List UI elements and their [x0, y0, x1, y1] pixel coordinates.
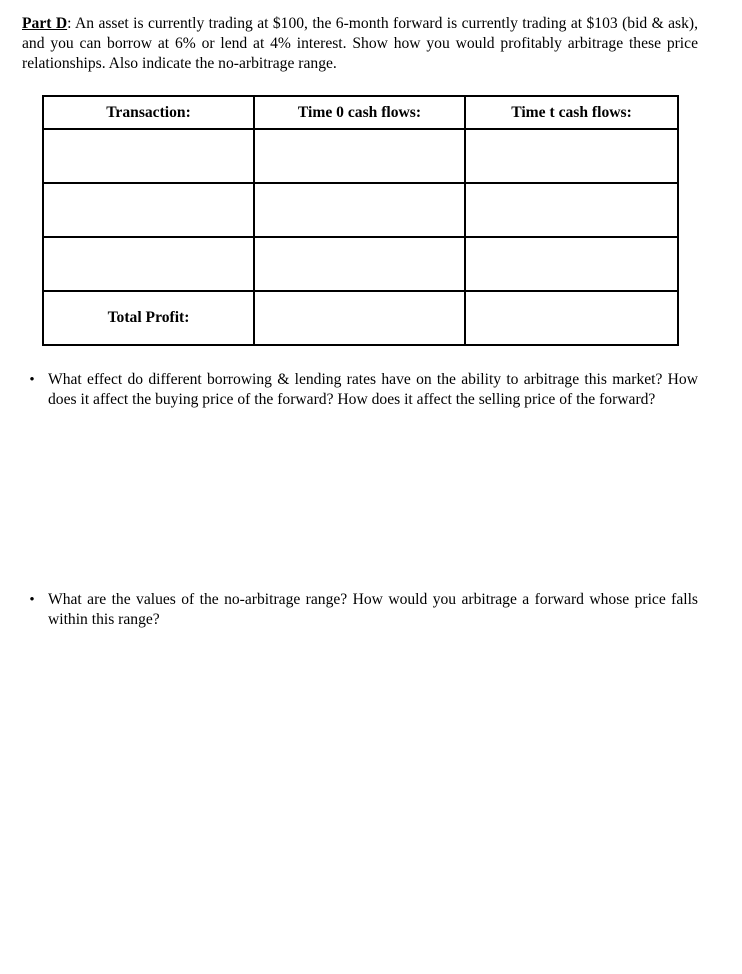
total-profit-label: Total Profit: [43, 291, 254, 345]
time-0-cell[interactable] [254, 129, 465, 183]
question-1 [22, 370, 698, 410]
transaction-cell[interactable] [43, 129, 254, 183]
question-text: What effect do different borrowing & lending rates have on the ability to arbitrage this market? How does it affect the buying price of the forward? How does it affect the selling price of the forward? [48, 371, 698, 409]
part-label: Part D [22, 15, 68, 32]
header-transaction: Transaction: [43, 96, 254, 129]
transaction-cell[interactable] [43, 237, 254, 291]
bullet-icon: • [29, 372, 35, 388]
arbitrage-table [42, 95, 679, 346]
time-0-cell[interactable] [254, 237, 465, 291]
transaction-cell[interactable] [43, 183, 254, 237]
list-item [22, 370, 698, 410]
question-2 [22, 590, 698, 630]
total-profit-time-0-cell[interactable] [254, 291, 465, 345]
time-t-cell[interactable] [465, 183, 678, 237]
time-t-cell[interactable] [465, 237, 678, 291]
table-header-row [43, 96, 678, 129]
part-label-colon: : [67, 15, 72, 32]
problem-text: An asset is currently trading at $100, the 6-month forward is currently trading at $103 (bid & ask), and you can borrow at 6% or lend at 4% interest. Show how you would profitably arbitrage these price relationships. Also indicate the no-arbitrage range. [22, 15, 698, 73]
problem-statement [22, 14, 698, 75]
bullet-icon: • [29, 592, 35, 608]
question-text: What are the values of the no-arbitrage range? How would you arbitrage a forward whose price falls within this range? [48, 591, 698, 629]
header-time-0-cash-flows: Time 0 cash flows: [254, 96, 465, 129]
list-item [22, 590, 698, 630]
total-profit-time-t-cell[interactable] [465, 291, 678, 345]
table-row [43, 237, 678, 291]
table-row [43, 183, 678, 237]
table-row [43, 129, 678, 183]
time-0-cell[interactable] [254, 183, 465, 237]
total-profit-row [43, 291, 678, 345]
header-time-t-cash-flows: Time t cash flows: [465, 96, 678, 129]
time-t-cell[interactable] [465, 129, 678, 183]
